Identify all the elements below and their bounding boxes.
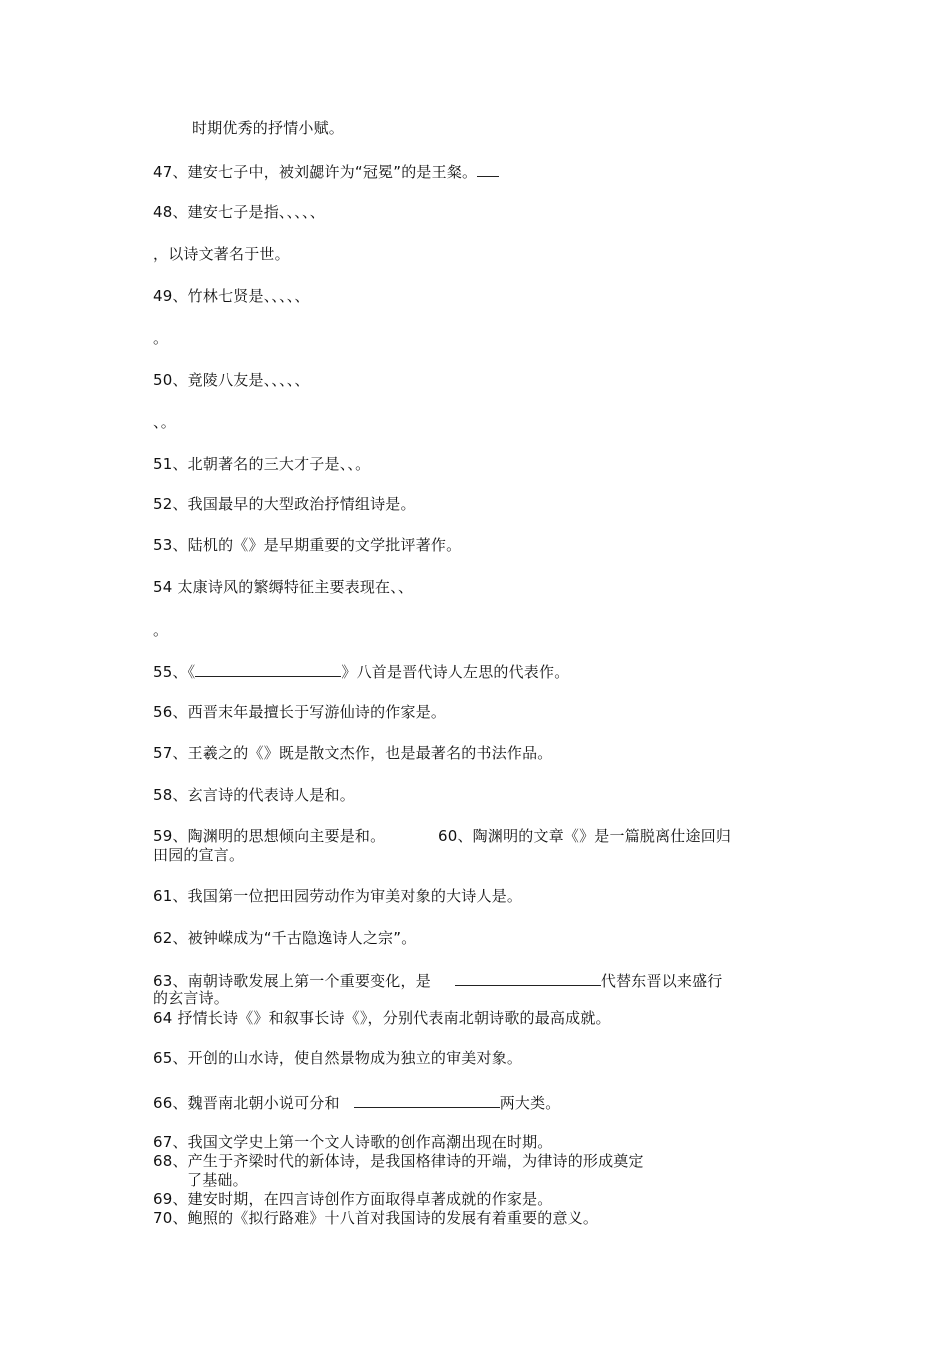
- q57: 57、王羲之的《》既是散文杰作，也是最著名的书法作品。: [153, 744, 553, 762]
- q70: 70、鲍照的《拟行路难》十八首对我国诗的发展有着重要的意义。: [153, 1209, 599, 1227]
- q64: 64 抒情长诗《》和叙事长诗《》，分别代表南北朝诗歌的最高成就。: [153, 1009, 611, 1027]
- q47-text: 47、建安七子中，被刘勰许为“冠冕”的是王粲。: [153, 163, 478, 181]
- q55-prefix: 55、《: [153, 663, 196, 681]
- q59: 59、陶渊明的思想倾向主要是和。: [153, 827, 386, 845]
- q47: [153, 162, 499, 181]
- q62: 62、被钟嵘成为“千古隐逸诗人之宗”。: [153, 929, 417, 947]
- q63-prefix: 63、南朝诗歌发展上第一个重要变化，是: [153, 972, 431, 990]
- q68: 68、产生于齐梁时代的新体诗，是我国格律诗的开端，为律诗的形成奠定: [153, 1152, 644, 1170]
- q63-continuation: 的玄言诗。: [153, 989, 230, 1007]
- q60-continuation: 田园的宣言。: [153, 846, 245, 864]
- q65: 65、开创的山水诗，使自然景物成为独立的审美对象。: [153, 1049, 523, 1067]
- q66-suffix: 两大类。: [499, 1094, 561, 1112]
- q52: 52、我国最早的大型政治抒情组诗是。: [153, 495, 416, 513]
- q54-continuation: 。: [153, 621, 169, 639]
- q55-blank: [195, 662, 341, 677]
- q54: 54 太康诗风的繁缛特征主要表现在、、: [153, 578, 414, 596]
- q53: 53、陆机的《》是早期重要的文学批评著作。: [153, 536, 462, 554]
- q60: 60、陶渊明的文章《》是一篇脱离仕途回归: [438, 827, 732, 845]
- q61: 61、我国第一位把田园劳动作为审美对象的大诗人是。: [153, 887, 523, 905]
- q67: 67、我国文学史上第一个文人诗歌的创作高潮出现在时期。: [153, 1133, 553, 1151]
- q47-blank: [477, 162, 499, 177]
- q63-suffix: 代替东晋以来盛行: [600, 972, 723, 990]
- q55: [153, 662, 569, 681]
- q58: 58、玄言诗的代表诗人是和。: [153, 786, 355, 804]
- q46-continuation: 时期优秀的抒情小赋。: [192, 119, 345, 137]
- q63: [153, 971, 723, 990]
- q66-prefix: 66、魏晋南北朝小说可分和: [153, 1094, 340, 1112]
- q63-blank: [455, 971, 601, 986]
- q68-continuation: 了基础。: [187, 1171, 248, 1189]
- q50-continuation: 、。: [153, 413, 176, 431]
- q48: 48、建安七子是指、、、、、: [153, 203, 325, 221]
- q66: [153, 1093, 561, 1112]
- q51: 51、北朝著名的三大才子是、、。: [153, 455, 371, 473]
- q50: 50、竟陵八友是、、、、、: [153, 371, 310, 389]
- q49-continuation: 。: [153, 329, 169, 347]
- q49: 49、竹林七贤是、、、、、: [153, 287, 310, 305]
- q69: 69、建安时期，在四言诗创作方面取得卓著成就的作家是。: [153, 1190, 553, 1208]
- q56: 56、西晋末年最擅长于写游仙诗的作家是。: [153, 703, 447, 721]
- q48-continuation: ，以诗文著名于世。: [153, 245, 290, 263]
- q55-suffix: 》八首是晋代诗人左思的代表作。: [341, 663, 570, 681]
- q66-blank: [354, 1093, 500, 1108]
